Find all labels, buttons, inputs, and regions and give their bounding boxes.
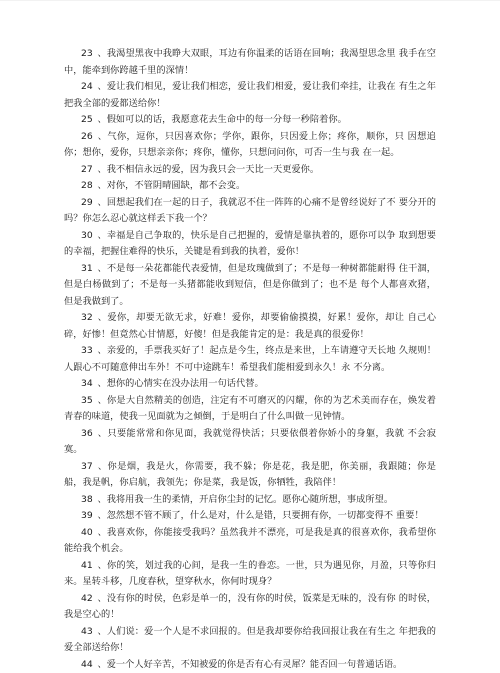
paragraph-text: 、爱你，却要无欲无求，好难！爱你，却要偷偷摸摸，好累！爱你，却让 自己心碎，好惨！但竟然心甘情愿，好傻！但是我能肯定的是：我是真的很爱你！ — [64, 312, 436, 340]
paragraph-number: 36 — [81, 428, 93, 439]
document-paragraph — [64, 393, 436, 426]
document-paragraph — [64, 228, 436, 261]
paragraph-text: 、人们说：爱一个人是不求回报的。但是我却要你给我回报让我在有生之 年把我的爱全部送给你！ — [64, 626, 436, 654]
paragraph-text: 、回想起我们在一起的日子，我就忍不住一阵阵的心痛不是曾经说好了不 要分开的吗？你怎么忍心就这样丢下我一个？ — [64, 197, 436, 225]
document-paragraph — [64, 508, 436, 525]
paragraph-number: 37 — [81, 461, 93, 472]
paragraph-text: 、你是大自然精美的创造，注定有不可磨灭的闪耀，你的为艺术美而存在，焕发着青春的味道，使我一见面就为之倾倒，于是明白了什么叫做一见钟情。 — [64, 395, 436, 423]
paragraph-number: 43 — [81, 626, 93, 637]
paragraph-text: 、爱让我们相见，爱让我们相恋，爱让我们相爱，爱让我们牵挂，让我在 有生之年把我全部的爱都送给你！ — [64, 81, 436, 109]
document-body — [64, 46, 436, 673]
paragraph-number: 42 — [81, 593, 93, 604]
document-paragraph — [64, 310, 436, 343]
document-paragraph — [64, 46, 436, 79]
paragraph-number: 27 — [81, 164, 93, 175]
paragraph-number: 35 — [81, 395, 93, 406]
paragraph-text: 、我渴望黑夜中我睁大双眼，耳边有你温柔的话语在回响；我渴望思念里 我手在空中，能牵到你跨越千里的深情！ — [64, 48, 436, 76]
paragraph-text: 、气你，逗你，只因喜欢你；学你，跟你，只因爱上你；疼你，顺你，只 因想追你；想你，爱你，只想亲亲你；疼你，懂你，只想问问你，可否一生与我 在一起。 — [64, 131, 436, 159]
document-paragraph — [64, 343, 436, 376]
paragraph-number: 24 — [81, 81, 93, 92]
paragraph-text: 、假如可以的话，我愿意花去生命中的每一分每一秒陪着你。 — [97, 114, 346, 125]
paragraph-number: 38 — [81, 494, 93, 505]
document-paragraph — [64, 525, 436, 558]
paragraph-number: 30 — [81, 230, 93, 241]
paragraph-number: 31 — [81, 263, 93, 274]
paragraph-number: 41 — [81, 560, 93, 571]
document-paragraph — [64, 657, 436, 673]
paragraph-number: 23 — [81, 48, 93, 59]
paragraph-text: 、我将用我一生的柔情，开启你尘封的记忆。愿你心随所想，事成所望。 — [97, 494, 393, 505]
paragraph-text: 、你是烟，我是火，你需要，我不躲；你是花，我是肥，你美丽，我跟随；你是船，我是帆，你启航，我领先；你是菜，我是饭，你牺牲，我陪伴！ — [64, 461, 436, 489]
paragraph-text: 、爱一个人好辛苦，不知被爱的你是否有心有灵犀？能否回一句普通话语。 — [97, 659, 402, 670]
document-paragraph — [64, 195, 436, 228]
paragraph-text: 、不是每一朵花都能代表爱情，但是玫瑰做到了；不是每一种树都能耐得 住干涸，但是白杨做到了；不是每一头猪都能收到短信，但是你做到了；也不是 每个人都喜欢猪，但是我做到了。 — [64, 263, 436, 307]
paragraph-number: 25 — [81, 114, 93, 125]
document-paragraph — [64, 178, 436, 195]
document-paragraph — [64, 459, 436, 492]
paragraph-text: 、我喜欢你，你能接受我吗？虽然我并不漂亮，可是我是真的很喜欢你，我希望你能给我个机会。 — [64, 527, 436, 555]
document-paragraph — [64, 426, 436, 459]
paragraph-number: 32 — [81, 312, 93, 323]
paragraph-text: 、只要能常常和你见面，我就觉得快活；只要依偎着你娇小的身躯，我就 不会寂寞。 — [64, 428, 436, 456]
paragraph-text: 、我不相信永远的爱，因为我只会一天比一天更爱你。 — [97, 164, 319, 175]
paragraph-text: 、你的笑，划过我的心间，是我一生的眷恋。一世，只为遇见你，月盈，只等你归来。星转斗移，几度春秋，望穿秋水，你何时现身？ — [64, 560, 436, 588]
document-paragraph — [64, 162, 436, 179]
document-paragraph — [64, 558, 436, 591]
document-paragraph — [64, 624, 436, 657]
paragraph-text: 、亲爱的，手票我买好了！起点是今生，终点是来世，上车请遵守天长地 久规则！人跟心不可随意伸出车外！不可中途跳车！希望我们能相爱到永久！永 不分离。 — [64, 345, 436, 373]
paragraph-text: 、幸福是自己争取的，快乐是自己把握的，爱情是靠执着的，愿你可以争 取到想要的幸福，把握住难得的快乐，关键是看到我的执着，爱你！ — [64, 230, 436, 258]
paragraph-number: 26 — [81, 131, 93, 142]
paragraph-number: 40 — [81, 527, 93, 538]
paragraph-text: 、想你的心情实在没办法用一句话代替。 — [97, 378, 263, 389]
document-paragraph — [64, 591, 436, 624]
document-paragraph — [64, 376, 436, 393]
paragraph-text: 、没有你的时侯，色彩是单一的，没有你的时侯，饭菜是无味的，没有你 的时侯，我是空心的！ — [64, 593, 436, 621]
paragraph-number: 29 — [81, 197, 93, 208]
paragraph-number: 44 — [81, 659, 93, 670]
paragraph-text: 、对你，不管阴晴圆缺，都不会变。 — [97, 180, 245, 191]
document-paragraph — [64, 492, 436, 509]
document-paragraph — [64, 261, 436, 311]
paragraph-number: 34 — [81, 378, 93, 389]
document-paragraph — [64, 112, 436, 129]
paragraph-text: 、忽然想不管不顾了，什么是对，什么是错，只要拥有你，一切都变得不 重要！ — [97, 510, 423, 521]
paragraph-number: 39 — [81, 510, 93, 521]
document-paragraph — [64, 79, 436, 112]
page-top-edge — [0, 0, 500, 1]
paragraph-number: 28 — [81, 180, 93, 191]
paragraph-number: 33 — [81, 345, 93, 356]
document-paragraph — [64, 129, 436, 162]
